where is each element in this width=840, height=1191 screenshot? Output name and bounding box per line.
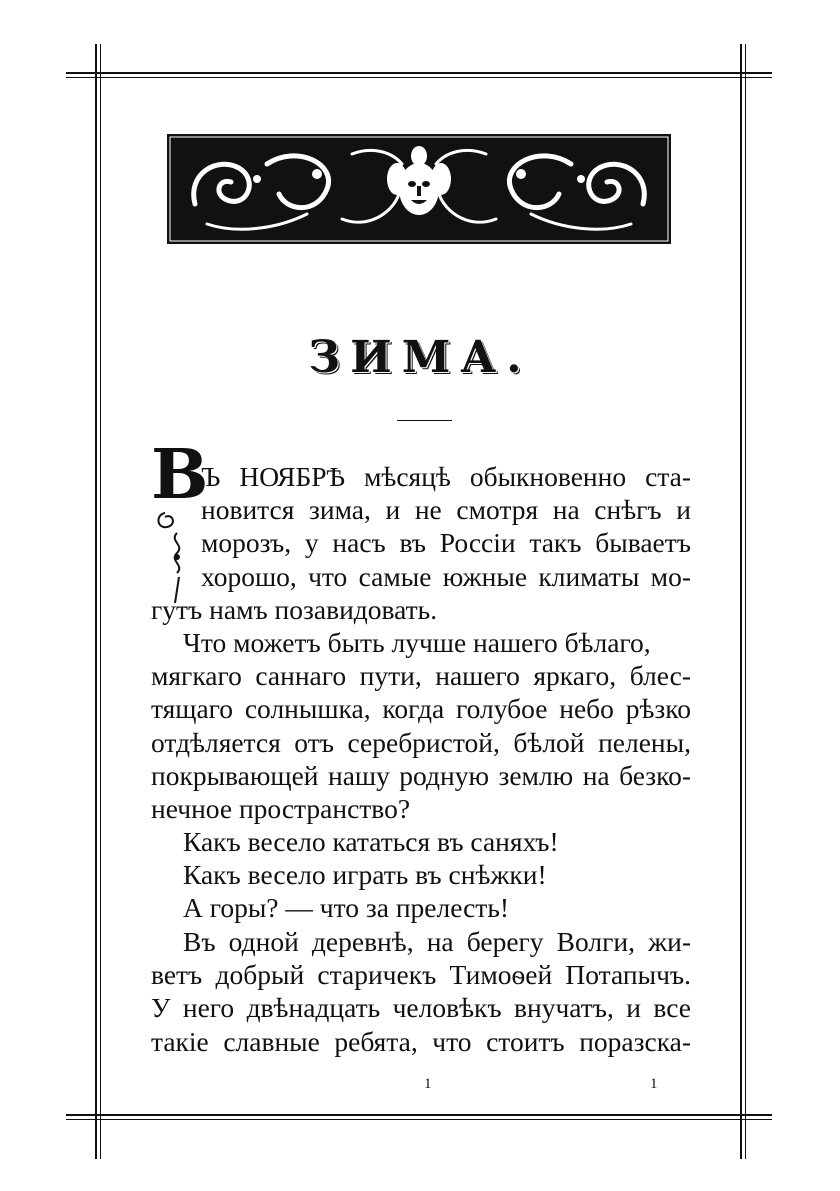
top-border-rule [66,72,772,74]
chapter-title: ЗИМА. [308,332,532,383]
text-line: Что можетъ быть лучше нашего бѣлаго, [183,627,651,658]
text-line: тящаго солнышка, когда голубое небо рѣзко [151,693,691,725]
drop-cap [151,435,209,599]
text-line: мягкаго саннаго пути, нашего яркаго, блес- [151,660,691,692]
text-line: У него двѣнадцать человѣкъ внучатъ, и все [151,992,691,1024]
text-line: нечное пространство? [151,793,411,825]
right-border-rule-2 [745,44,746,1159]
text-line: новится зима, и не смотря на снѣгъ и [201,494,691,526]
header-ornament-image [167,134,671,244]
paragraph-1-indented [201,460,691,593]
bottom-border-rule [66,1114,772,1116]
text-line: такіе славные ребята, что стоитъ поразска- [151,1025,691,1057]
title-divider [397,420,452,421]
text-line: А горы? — что за прелесть! [183,892,510,924]
left-border-rule-2 [100,44,101,1159]
paragraph-2 [151,626,691,825]
page-number-center: 1 [424,1076,432,1092]
top-border-rule-2 [66,77,772,78]
text-line: морозъ, у насъ въ Россіи такъ бываетъ [201,527,691,559]
drop-cap-flourish-icon [155,505,195,605]
paragraph-1-tail [151,593,691,626]
text-line: гутъ намъ позавидовать. [151,594,438,625]
exclamation-lines [151,825,691,925]
right-border-rule [740,44,742,1159]
drop-cap-letter: В [151,435,209,515]
text-line: ветъ добрый старичекъ Тимоѳей Потапычъ. [151,959,691,991]
paragraph-3 [151,925,691,1058]
text-line: Ъ НОЯБРѢ мѣсяцѣ обыкновенно ста- [201,461,691,492]
text-line: хорошо, что самые южные климаты мо- [201,560,691,592]
text-line: Въ одной деревнѣ, на берегу Волги, жи- [183,926,691,957]
text-line: отдѣляется отъ серебристой, бѣлой пелены, [151,726,691,758]
bottom-border-rule-2 [66,1119,772,1120]
page-number-right: 1 [650,1076,658,1092]
text-line: Какъ весело играть въ снѣжки! [183,859,547,891]
left-border-rule [95,44,97,1159]
text-line: Какъ весело кататься въ саняхъ! [183,826,559,857]
text-line: покрывающей нашу родную землю на безко- [151,759,691,791]
